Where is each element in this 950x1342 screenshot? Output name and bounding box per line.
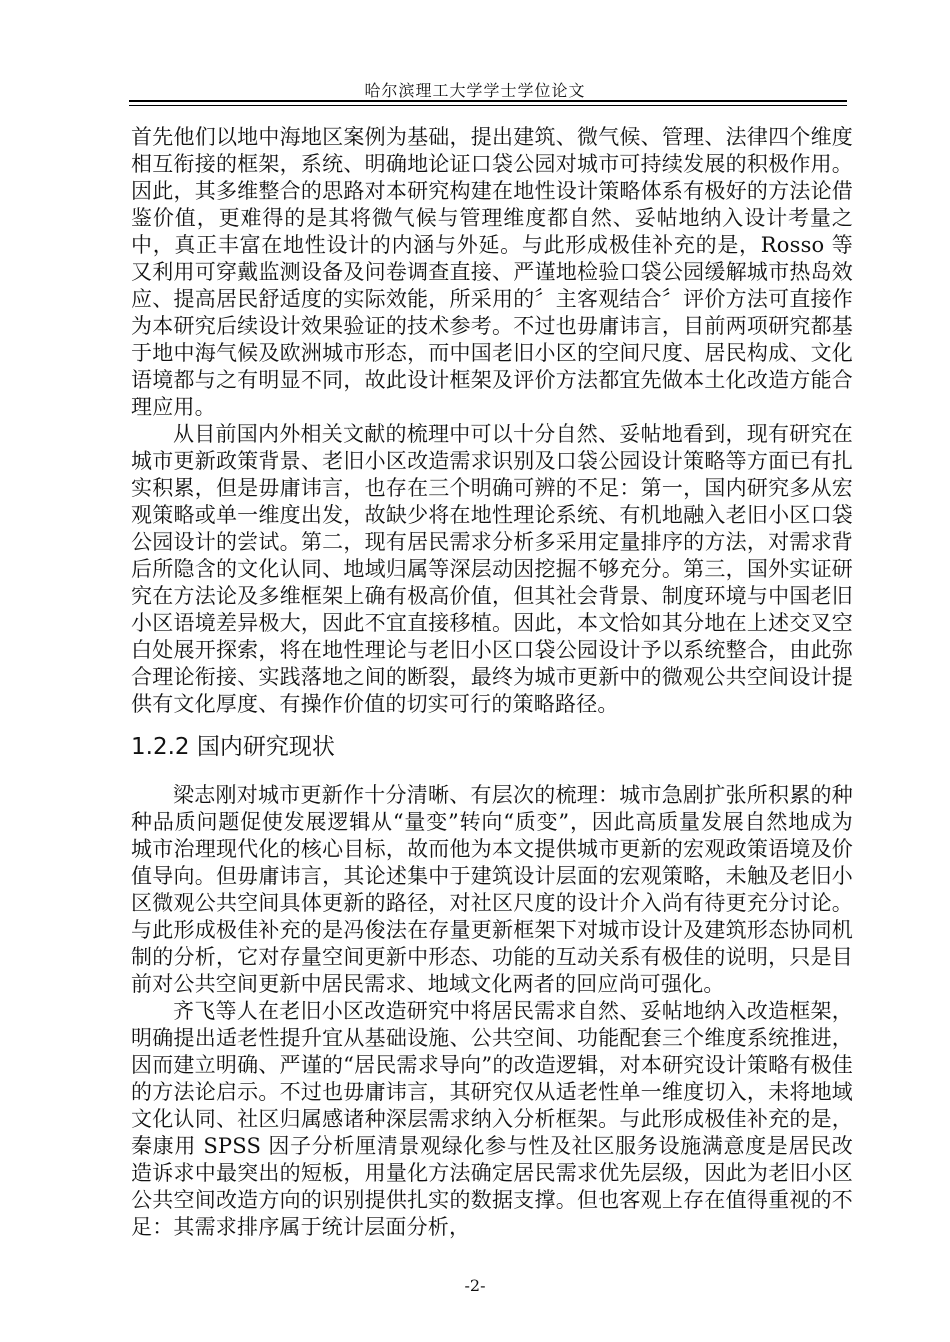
- running-header: 哈尔滨理工大学学士学位论文: [364, 81, 586, 100]
- page-body: [131, 124, 853, 1241]
- paragraph-qi: 齐飞等人在老旧小区改造研究中将居民需求自然、妥帖地纳入改造框架，明确提出适老性提升宜从基础设施、公共空间、功能配套三个维度系统推进，因而建立明确、严谨的“居民需求导向”的改造逻辑，对本研究设计策略有极佳的方法论启示。不过也毋庸讳言，其研究仅从适老性单一维度切入，未将地域文化认同、社区归属感诸种深层需求纳入分析框架。与此形成极佳补充的是，秦康用 SPSS 因子分析厘清景观绿化参与性及社区服务设施满意度是居民改造诉求中最突出的短板，用量化方法确定居民需求优先层级，因此为老旧小区公共空间改造方向的识别提供扎实的数据支撑。但也客观上存在值得重视的不足：其需求排序属于统计层面分析，: [131, 999, 853, 1239]
- section-heading: 1.2.2 国内研究现状: [131, 734, 335, 760]
- paragraph-summary: 从目前国内外相关文献的梳理中可以十分自然、妥帖地看到，现有研究在城市更新政策背景、老旧小区改造需求识别及口袋公园设计策略等方面已有扎实积累，但是毋庸讳言，也存在三个明确可辨的不足：第一，国内研究多从宏观策略或单一维度出发，故缺少将在地性理论系统、有机地融入老旧小区口袋公园设计的尝试。第二，现有居民需求分析多采用定量排序的方法，对需求背后所隐含的文化认同、地域归属等深层动因挖掘不够充分。第三，国外实证研究在方法论及多维框架上确有极高价值，但其社会背景、制度环境与中国老旧小区语境差异极大，因此不宜直接移植。因此，本文恰如其分地在上述交叉空白处展开探索，将在地性理论与老旧小区口袋公园设计予以系统整合，由此弥合理论衔接、实践落地之间的断裂，最终为城市更新中的微观公共空间设计提供有文化厚度、有操作价值的切实可行的策略路径。: [131, 422, 853, 716]
- page-number: -2-: [464, 1276, 486, 1295]
- header-rule-thick: [129, 100, 847, 102]
- paragraph-liang: 梁志刚对城市更新作十分清晰、有层次的梳理：城市急剧扩张所积累的种种品质问题促使发展逻辑从“量变”转向“质变”，因此高质量发展自然地成为城市治理现代化的核心目标，故而他为本文提供城市更新的宏观政策语境及价值导向。但毋庸讳言，其论述集中于建筑设计层面的宏观策略，未触及老旧小区微观公共空间具体更新的路径，对社区尺度的设计介入尚有待更充分讨论。与此形成极佳补充的是冯俊法在存量更新框架下对城市设计及建筑形态协同机制的分析，它对存量空间更新中形态、功能的互动关系有极佳的说明，只是目前对公共空间更新中居民需求、地域文化两者的回应尚可强化。: [131, 783, 853, 996]
- header-rule-thin: [129, 105, 847, 106]
- paragraph-continued: 首先他们以地中海地区案例为基础，提出建筑、微气候、管理、法律四个维度相互衔接的框架，系统、明确地论证口袋公园对城市可持续发展的积极作用。因此，其多维整合的思路对本研究构建在地性设计策略体系有极好的方法论借鉴价值，更难得的是其将微气候与管理维度都自然、妥帖地纳入设计考量之中，真正丰富在地性设计的内涵与外延。与此形成极佳补充的是，Rosso 等又利用可穿戴监测设备及问卷调查直接、严谨地检验口袋公园缓解城市热岛效应、提高居民舒适度的实际效能，所采用的〞主客观结合〞评价方法可直接作为本研究后续设计效果验证的技术参考。不过也毋庸讳言，目前两项研究都基于地中海气候及欧洲城市形态，而中国老旧小区的空间尺度、居民构成、文化语境都与之有明显不同，故此设计框架及评价方法都宜先做本土化改造方能合理应用。: [131, 125, 853, 419]
